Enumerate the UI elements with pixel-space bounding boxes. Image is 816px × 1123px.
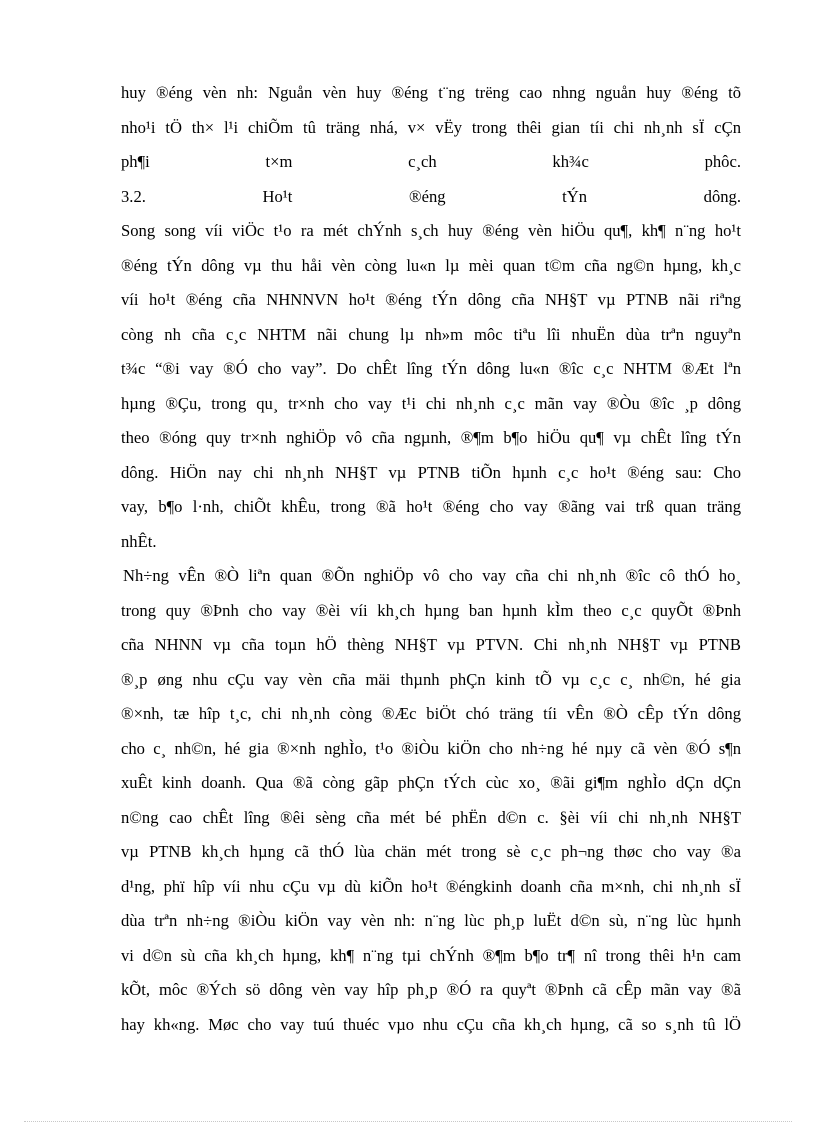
text-line: còng nh cña c¸c NHTM nãi chung lµ nh»m môc tiªu lîi nhuËn dùa trªn nguyªn [121,324,741,344]
text-line: theo ®óng quy tr×nh nghiÖp vô cña ngµnh, ®¶m b¶o hiÖu qu¶ vµ chÊt lîng tÝn [121,428,741,447]
text-line: Nh÷ng vÊn ®Ò liªn quan ®Õn nghiÖp vô cho vay cña chi nh¸nh ®îc cô thÓ ho¸ [123,566,741,585]
text-line: nho¹i tÖ th× l¹i chiÕm tû träng nhá, v× vËy trong thêi gian tíi chi nh¸nh sÏ cÇn [121,117,741,137]
text-line: ph¶i t×m c¸ch kh¾c phôc. [121,152,741,171]
text-line: hµng ®Çu, trong qu¸ tr×nh cho vay t¹i chi nh¸nh c¸c mãn vay ®Òu ®îc ¸p dông [121,393,741,413]
text-line: ®¸p øng nhu cÇu vay vèn cña mäi thµnh phÇn kinh tÕ vµ c¸c c¸ nh©n, hé gia [121,669,741,689]
text-line: cho c¸ nh©n, hé gia ®×nh nghÌo, t¹o ®iÒu kiÖn cho nh÷ng hé nµy cã vèn ®Ó s¶n [121,738,741,758]
text-line: vµ PTNB kh¸ch hµng cã thÓ lùa chän mét trong sè c¸c ph¬ng thøc cho vay ®a [121,842,741,861]
text-line: trong quy ®Þnh cho vay ®èi víi kh¸ch hµng ban hµnh kÌm theo c¸c quyÕt ®Þnh [121,600,741,620]
text-line: nhÊt. [121,531,157,551]
text-line: dông. HiÖn nay chi nh¸nh NH§T vµ PTNB tiÕn hµnh c¸c ho¹t ®éng sau: Cho [121,462,741,482]
text-line: ®×nh, tæ hîp t¸c, chi nh¸nh còng ®Æc biÖt chó träng tíi vÊn ®Ò cÊp tÝn dông [121,704,741,723]
section-heading: 3.2. Ho¹t ®éng tÝn dông. [121,186,741,206]
text-line: vi d©n sù cña kh¸ch hµng, kh¶ n¨ng tµi chÝnh ®¶m b¶o tr¶ nî trong thêi h¹n cam [121,945,741,965]
text-line: cña NHNN vµ cña toµn hÖ thèng NH§T vµ PTVN. Chi nh¸nh NH§T vµ PTNB [121,635,741,654]
text-line: vay, b¶o l·nh, chiÕt khÊu, trong ®ã ho¹t ®éng cho vay ®ãng vai trß quan träng [121,497,741,516]
text-line: huy ®éng vèn nh: Nguån vèn huy ®éng t¨ng trëng cao nhng nguån huy ®éng tõ [121,83,741,102]
text-line: dùa trªn nh÷ng ®iÒu kiÖn vay vèn nh: n¨ng lùc ph¸p luËt d©n sù, n¨ng lùc hµnh [121,911,741,930]
text-line: ®éng tÝn dông vµ thu håi vèn còng lu«n lµ mèi quan t©m cña ng©n hµng, kh¸c [121,255,741,275]
text-line: Song song víi viÖc t¹o ra mét chÝnh s¸ch huy ®éng vèn hiÖu qu¶, kh¶ n¨ng ho¹t [121,221,741,240]
text-line: víi ho¹t ®éng cña NHNNVN ho¹t ®éng tÝn dông cña NH§T vµ PTNB nãi riªng [121,290,741,309]
text-line: n©ng cao chÊt lîng ®êi sèng cña mét bé phËn d©n c. §èi víi chi nh¸nh NH§T [121,807,741,827]
text-line: t¾c “®i vay ®Ó cho vay”. Do chÊt lîng tÝn dông lu«n ®îc c¸c NHTM ®Æt lªn [121,359,741,378]
text-line: d¹ng, phï hîp víi nhu cÇu vµ dù kiÕn ho¹t ®éngkinh doanh cña m×nh, chi nh¸nh sÏ [121,876,741,896]
page-bottom-divider [24,1121,792,1122]
text-line: xuÊt kinh doanh. Qua ®ã còng gãp phÇn tÝch cùc xo¸ ®ãi gi¶m nghÌo dÇn dÇn [121,773,741,792]
text-line: kÕt, môc ®Ých sö dông vèn vay hîp ph¸p ®Ó ra quyªt ®Þnh cã cÊp mãn vay ®ã [121,980,741,999]
text-line: hay kh«ng. Møc cho vay tuú thuéc vµo nhu cÇu cña kh¸ch hµng, cã so s¸nh tû lÖ [121,1014,741,1034]
text-body [121,76,741,1042]
